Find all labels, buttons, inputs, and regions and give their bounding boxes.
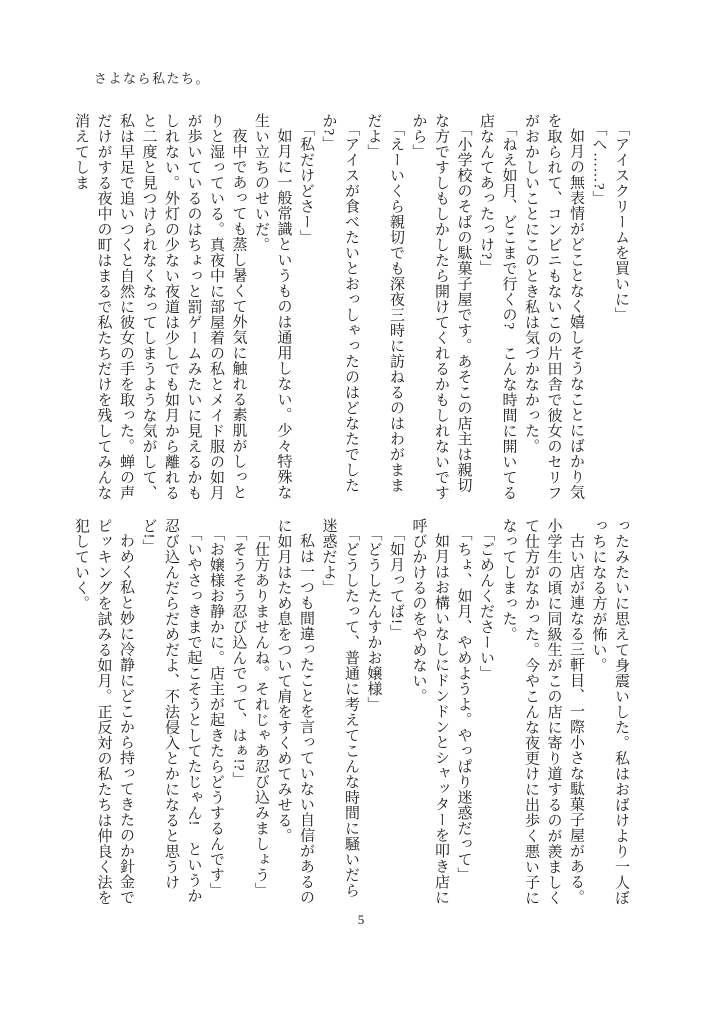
paragraph: 「小学校のそばの駄菓子屋です。あそこの店主は親切な方ですしもしかしたら開けてくれるかもしれないですから」 <box>410 113 472 501</box>
upper-text-block <box>70 113 633 505</box>
paragraph: 「どうしたって、普通に考えてこんな時間に騒いだら迷惑だよ」 <box>320 518 359 898</box>
paragraph: 古い店が連なる三軒目、一際小さな駄菓子屋がある。小学生の頃に同級生がこの店に寄り道するのが羨ましくて仕方がなかった。今やこんな夜更けに出歩く悪い子になってしまった。 <box>500 518 584 906</box>
paragraph: 「アイスクリームを買いに」 <box>613 120 629 322</box>
page-title: さよなら私たち。 <box>94 71 211 86</box>
paragraph: 「そうそう忍び込んでって、はぁ!?」 <box>230 525 247 787</box>
paragraph: ったみたいに思えて身震いした。私はおばけより一人ぼっちになる方が怖い。 <box>590 518 629 906</box>
paragraph: 「えーいくら親切でも深夜三時に訪ねるのはわがままだよ」 <box>365 113 404 493</box>
paragraph: 「ねえ如月、どこまで行くの? こんな時間に開いてる店なんてあったっけ?」 <box>478 113 517 500</box>
page-number: 5 <box>357 912 366 927</box>
paragraph: 「如月ってば!」 <box>388 525 404 640</box>
paragraph: 夜中であっても蒸し暑くて外気に触れる素肌がしっとりと湿っている。真夜中に部屋着の私とメイド服の如月が歩いているのはちょっと罰ゲームみたいに見えるかもしれない。外灯の少ない夜道は少しでも如月から離れると二度と見つけられなくなってしまうような気がして、私は早足で追いつくと自然に彼女の手を取った。蝉の声だけがする夜中の町はまるで私たちだけを残してみんな消えてしま <box>73 113 247 501</box>
paragraph: 私は一つも間違ったことを言っていない自信があるのに如月はため息をついて肩をすくめてみせる。 <box>275 518 314 905</box>
paragraph: 「ちょ、如月、やめようよ。やっぱり迷惑だって」 <box>455 525 472 882</box>
paragraph: わめく私と妙に冷静にどこから持ってきたのか針金でピッキングを試みる如月。正反対の私たちは仲良く法を犯していく。 <box>73 518 134 906</box>
paragraph: 如月に一般常識というものは通用しない。少々特殊な生い立ちのせいだ。 <box>253 113 292 500</box>
paragraph: 「私だけどさー」 <box>298 120 314 245</box>
paragraph: 「どうしたんすかお嬢様」 <box>365 525 382 712</box>
paragraph: 如月はお構いなしにドンドンとシャッターを叩き店に呼びかけるのをやめない。 <box>410 518 449 905</box>
paragraph: 如月の無表情がどことなく嬉しそうなことにばかり気を取られて、コンビニもないこの片田舎で彼女のセリフがおかしいことにこのとき私は気づかなかった。 <box>523 113 584 501</box>
paragraph: 「ごめんくださーい」 <box>478 525 494 681</box>
paragraph: 「仕方ありませんね。それじゃあ忍び込みましょう」 <box>253 525 269 898</box>
paragraph: 「いやさっきまで起こそうとしてたじゃん! というか忍び込んだらだめだよ、不法侵入とかになると思うけど!」 <box>140 518 202 903</box>
lower-text-block <box>70 518 633 910</box>
paragraph: 「へ……?」 <box>590 120 607 206</box>
paragraph: 「お嬢様お静かに。店主が起きたらどうするんです」 <box>208 525 224 898</box>
paragraph: 「アイスが食べたいとおっしゃったのはどなたでしたか?」 <box>320 113 359 493</box>
